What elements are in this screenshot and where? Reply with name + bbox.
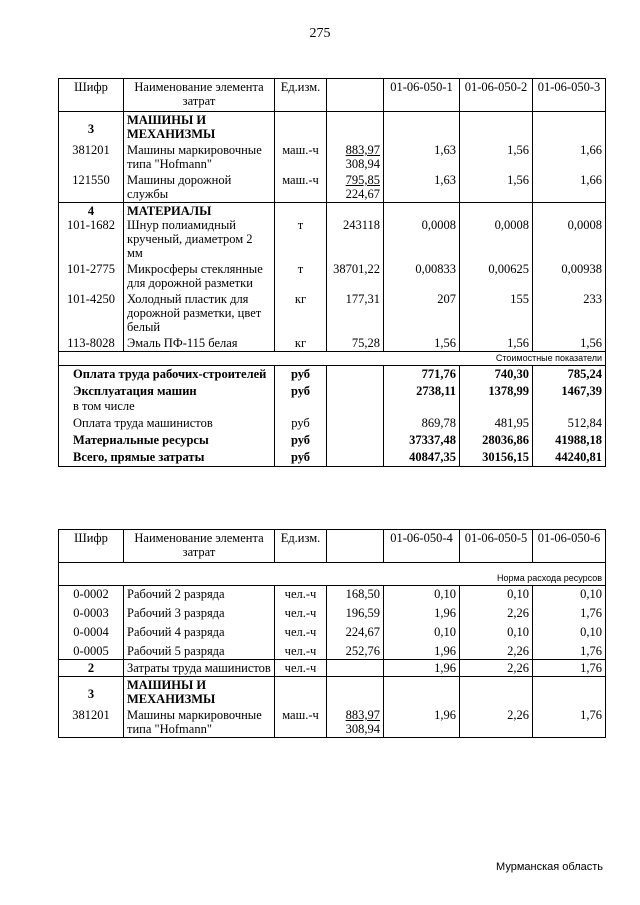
row-price: 196,59 xyxy=(327,602,384,621)
section-row-materials xyxy=(59,203,606,262)
row-value-2: 0,10 xyxy=(460,586,533,603)
cost-name: Эксплуатация машин в том числе xyxy=(59,383,275,415)
row-value-3: 0,00938 xyxy=(533,261,606,291)
row-code: 101-2775 xyxy=(59,261,124,291)
cost-name: Оплата труда рабочих-строителей xyxy=(59,366,275,384)
row-price: 168,50 xyxy=(327,586,384,603)
row-value-2: 0,00625 xyxy=(460,261,533,291)
row-name: Холодный пластик для дорожной разметки, цвет белый xyxy=(124,291,275,335)
cost-name: Материальные ресурсы xyxy=(59,432,275,449)
row-value-2: 0,0008 xyxy=(460,203,533,262)
row-code: 0-0003 xyxy=(59,602,124,621)
row-name: Затраты труда машинистов xyxy=(124,660,275,677)
row-value-3: 1,76 xyxy=(533,640,606,660)
row-value-1: 0,0008 xyxy=(384,203,460,262)
row-value-1: 1,96 xyxy=(384,660,460,677)
row-value-3: 1,66 xyxy=(533,172,606,203)
row-value-3: 0,10 xyxy=(533,621,606,640)
row-price: 75,28 xyxy=(327,335,384,352)
row-value-1: 1,63 xyxy=(384,142,460,172)
row-name: Рабочий 4 разряда xyxy=(124,621,275,640)
header-price xyxy=(327,79,384,112)
row-name: Рабочий 2 разряда xyxy=(124,586,275,603)
row-value-3: 1,76 xyxy=(533,660,606,677)
cost-value-2: 481,95 xyxy=(460,415,533,432)
table-header-row xyxy=(59,530,606,563)
header-name: Наименование элемента затрат xyxy=(124,530,275,563)
cost-value-1: 2738,11 xyxy=(384,383,460,415)
cost-row xyxy=(59,432,606,449)
row-code: 101-4250 xyxy=(59,291,124,335)
header-code: Шифр xyxy=(59,530,124,563)
row-unit: чел.-ч xyxy=(275,602,327,621)
table-row xyxy=(59,621,606,640)
row-unit: маш.-ч xyxy=(275,142,327,172)
row-unit: маш.-ч xyxy=(275,172,327,203)
table-row xyxy=(59,335,606,352)
cost-name: Оплата труда машинистов xyxy=(59,415,275,432)
row-value-3: 1,76 xyxy=(533,602,606,621)
row-value-2: 1,56 xyxy=(460,172,533,203)
row-unit: кг xyxy=(275,291,327,335)
row-name: Машины маркировочные типа "Hofmann" xyxy=(124,707,275,738)
cost-value-2: 28036,86 xyxy=(460,432,533,449)
row-value-2: 0,10 xyxy=(460,621,533,640)
cost-value-3: 512,84 xyxy=(533,415,606,432)
row-code: 0-0002 xyxy=(59,586,124,603)
row-unit: т xyxy=(275,203,327,262)
header-unit: Ед.изм. xyxy=(275,79,327,112)
row-value-1: 1,56 xyxy=(384,335,460,352)
cost-value-1: 40847,35 xyxy=(384,449,460,467)
row-value-2: 155 xyxy=(460,291,533,335)
row-value-1: 0,10 xyxy=(384,621,460,640)
row-name: Микросферы стеклянные для дорожной разметки xyxy=(124,261,275,291)
row-value-2: 2,26 xyxy=(460,707,533,738)
table-row xyxy=(59,640,606,660)
cost-value-3: 785,24 xyxy=(533,366,606,384)
table-row xyxy=(59,586,606,603)
row-code: 121550 xyxy=(59,172,124,203)
row-value-3: 233 xyxy=(533,291,606,335)
cost-value-3: 1467,39 xyxy=(533,383,606,415)
cost-unit: руб xyxy=(275,432,327,449)
header-col-5: 01-06-050-5 xyxy=(460,530,533,563)
table-row xyxy=(59,142,606,172)
section-code: 3 xyxy=(59,677,124,708)
section-row-machinists xyxy=(59,660,606,677)
row-unit: маш.-ч xyxy=(275,707,327,738)
row-name: Рабочий 5 разряда xyxy=(124,640,275,660)
row-value-3: 1,66 xyxy=(533,142,606,172)
row-name: Машины маркировочные типа "Hofmann" xyxy=(124,142,275,172)
section-row-machines xyxy=(59,677,606,708)
resource-table-2 xyxy=(58,529,606,738)
row-value-1: 1,96 xyxy=(384,640,460,660)
cost-row xyxy=(59,383,606,415)
row-price: 243118 xyxy=(327,203,384,262)
table-row xyxy=(59,707,606,738)
row-unit: т xyxy=(275,261,327,291)
row-value-1: 0,00833 xyxy=(384,261,460,291)
row-value-3: 1,56 xyxy=(533,335,606,352)
row-value-1: 0,10 xyxy=(384,586,460,603)
section-title: МАШИНЫ И МЕХАНИЗМЫ xyxy=(124,677,275,708)
table-row xyxy=(59,291,606,335)
header-code: Шифр xyxy=(59,79,124,112)
row-unit: кг xyxy=(275,335,327,352)
row-name: Эмаль ПФ-115 белая xyxy=(124,335,275,352)
row-name: МАТЕРИАЛЫ Шнур полиамидный крученый, диаметром 2 мм xyxy=(124,203,275,262)
row-value-1: 1,96 xyxy=(384,707,460,738)
cost-value-1: 37337,48 xyxy=(384,432,460,449)
footer-region: Мурманская область xyxy=(496,861,603,873)
cost-value-3: 44240,81 xyxy=(533,449,606,467)
row-price: 883,97 308,94 xyxy=(327,142,384,172)
header-col-6: 01-06-050-6 xyxy=(533,530,606,563)
header-unit: Ед.изм. xyxy=(275,530,327,563)
row-value-3: 0,0008 xyxy=(533,203,606,262)
row-name: Машины дорожной службы xyxy=(124,172,275,203)
header-name: Наименование элемента затрат xyxy=(124,79,275,112)
note-row xyxy=(59,563,606,586)
cost-unit: руб xyxy=(275,415,327,432)
table-row xyxy=(59,261,606,291)
row-code: 0-0004 xyxy=(59,621,124,640)
row-name: Рабочий 3 разряда xyxy=(124,602,275,621)
cost-value-1: 771,76 xyxy=(384,366,460,384)
section-title: МАТЕРИАЛЫ xyxy=(127,204,212,218)
row-value-1: 1,63 xyxy=(384,172,460,203)
row-code: 381201 xyxy=(59,707,124,738)
table-row xyxy=(59,602,606,621)
header-col-4: 01-06-050-4 xyxy=(384,530,460,563)
row-value-1: 207 xyxy=(384,291,460,335)
row-value-3: 1,76 xyxy=(533,707,606,738)
section-title: МАШИНЫ И МЕХАНИЗМЫ xyxy=(124,112,275,143)
cost-unit: руб xyxy=(275,366,327,384)
row-value-2: 2,26 xyxy=(460,602,533,621)
section-code: 2 xyxy=(59,660,124,677)
table-header-row xyxy=(59,79,606,112)
header-col-3: 01-06-050-3 xyxy=(533,79,606,112)
cost-value-1: 869,78 xyxy=(384,415,460,432)
cost-value-3: 41988,18 xyxy=(533,432,606,449)
cost-row xyxy=(59,366,606,384)
resource-table-1 xyxy=(58,78,606,467)
section-row-machines xyxy=(59,112,606,143)
header-price xyxy=(327,530,384,563)
row-code: 113-8028 xyxy=(59,335,124,352)
row-value-1: 1,96 xyxy=(384,602,460,621)
row-value-2: 2,26 xyxy=(460,640,533,660)
page-number: 275 xyxy=(309,26,331,41)
row-price: 883,97 308,94 xyxy=(327,707,384,738)
row-price: 38701,22 xyxy=(327,261,384,291)
header-col-2: 01-06-050-2 xyxy=(460,79,533,112)
cost-unit: руб xyxy=(275,383,327,415)
cost-name: Всего, прямые затраты xyxy=(59,449,275,467)
row-code: 381201 xyxy=(59,142,124,172)
cost-row xyxy=(59,415,606,432)
section-code: 4 101-1682 xyxy=(59,203,124,262)
row-unit: чел.-ч xyxy=(275,621,327,640)
row-value-2: 1,56 xyxy=(460,142,533,172)
row-price: 252,76 xyxy=(327,640,384,660)
cost-unit: руб xyxy=(275,449,327,467)
header-col-1: 01-06-050-1 xyxy=(384,79,460,112)
row-value-3: 0,10 xyxy=(533,586,606,603)
cost-value-2: 1378,99 xyxy=(460,383,533,415)
table-row xyxy=(59,172,606,203)
cost-value-2: 740,30 xyxy=(460,366,533,384)
row-unit: чел.-ч xyxy=(275,586,327,603)
cost-row xyxy=(59,449,606,467)
section-code: 3 xyxy=(59,112,124,143)
cost-note: Стоимостные показатели xyxy=(59,352,606,366)
row-value-2: 2,26 xyxy=(460,660,533,677)
row-price: 795,85 224,67 xyxy=(327,172,384,203)
row-price: 224,67 xyxy=(327,621,384,640)
note-row xyxy=(59,352,606,366)
cost-value-2: 30156,15 xyxy=(460,449,533,467)
row-unit: чел.-ч xyxy=(275,660,327,677)
row-unit: чел.-ч xyxy=(275,640,327,660)
norm-note: Норма расхода ресурсов xyxy=(59,563,606,586)
row-value-2: 1,56 xyxy=(460,335,533,352)
row-code: 0-0005 xyxy=(59,640,124,660)
row-price: 177,31 xyxy=(327,291,384,335)
